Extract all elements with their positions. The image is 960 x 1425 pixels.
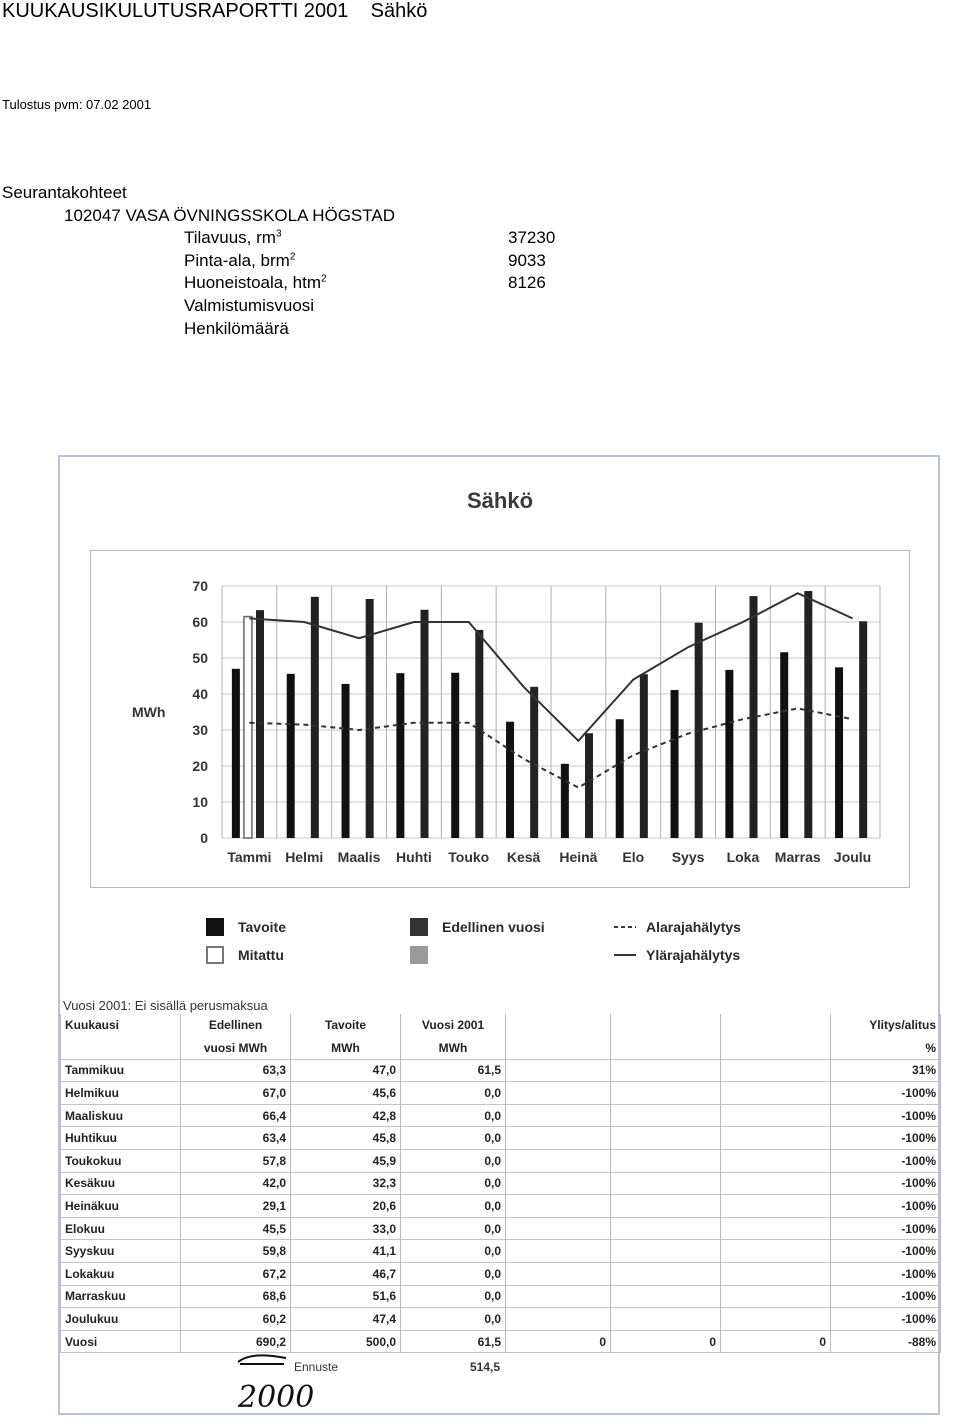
value-cell: 0: [506, 1330, 611, 1353]
value-cell: 42,8: [291, 1104, 401, 1127]
value-cell: [721, 1285, 831, 1308]
value-cell: 61,5: [401, 1330, 506, 1353]
value-cell: [611, 1308, 721, 1331]
table-row: [61, 1172, 941, 1195]
bar-previous-year: [475, 630, 483, 838]
table-header-cell: Kuukausi: [61, 1014, 181, 1037]
value-cell: [506, 1195, 611, 1218]
value-cell: 32,3: [291, 1172, 401, 1195]
value-cell: [506, 1240, 611, 1263]
legend-label-upper-alarm: Ylärajahälytys: [646, 947, 741, 963]
month-cell: Marraskuu: [61, 1285, 181, 1308]
site-name: 102047 VASA ÖVNINGSSKOLA HÖGSTAD: [64, 206, 396, 225]
y-tick-label: 70: [192, 578, 208, 594]
forecast-value: 514,5: [469, 1360, 500, 1374]
value-cell: [721, 1195, 831, 1218]
value-cell: [721, 1127, 831, 1150]
bar-target: [835, 667, 843, 838]
month-cell: Maaliskuu: [61, 1104, 181, 1127]
value-cell: 0,0: [401, 1240, 506, 1263]
value-cell: [721, 1172, 831, 1195]
value-cell: [721, 1104, 831, 1127]
value-cell: [611, 1285, 721, 1308]
x-tick-label: Touko: [448, 849, 490, 865]
x-tick-label: Joulu: [833, 849, 872, 865]
bar-target: [506, 722, 514, 838]
value-cell: [611, 1217, 721, 1240]
info-value-volume: 37230: [508, 228, 556, 247]
bar-target: [451, 673, 459, 838]
table-header-cell: [506, 1037, 611, 1060]
bar-target: [725, 670, 733, 838]
table-caption: Vuosi 2001: Ei sisällä perusmaksua: [63, 998, 268, 1013]
value-cell: 60,2: [181, 1308, 291, 1331]
value-cell: 0,0: [401, 1217, 506, 1240]
value-cell: 47,4: [291, 1308, 401, 1331]
value-cell: 0,0: [401, 1263, 506, 1286]
table-header-cell: [506, 1014, 611, 1037]
value-cell: 45,9: [291, 1150, 401, 1173]
value-cell: [506, 1082, 611, 1105]
table-header-cell: Tavoite: [291, 1014, 401, 1037]
value-cell: 47,0: [291, 1059, 401, 1082]
value-cell: 0,0: [401, 1285, 506, 1308]
legend-swatch-previous: [410, 918, 428, 936]
table-row: [61, 1285, 941, 1308]
table-header-row: [61, 1014, 941, 1037]
report-title: KUUKAUSIKULUTUSRAPORTTI 2001 Sähkö: [2, 0, 428, 22]
table-row: [61, 1082, 941, 1105]
legend-swatch-measured: [206, 946, 224, 964]
value-cell: 33,0: [291, 1217, 401, 1240]
value-cell: 0,0: [401, 1127, 506, 1150]
x-tick-label: Tammi: [227, 849, 272, 865]
table-header-cell: MWh: [291, 1037, 401, 1060]
month-cell: Elokuu: [61, 1217, 181, 1240]
forecast-label: Ennuste: [294, 1360, 339, 1374]
value-cell: [506, 1263, 611, 1286]
value-cell: -100%: [831, 1082, 941, 1105]
table-header-cell: [61, 1037, 181, 1060]
legend-solid-line-icon: [614, 946, 638, 964]
value-cell: -100%: [831, 1240, 941, 1263]
y-tick-label: 50: [192, 650, 208, 666]
value-cell: -100%: [831, 1263, 941, 1286]
value-cell: -100%: [831, 1195, 941, 1218]
table-row: [61, 1240, 941, 1263]
table-row: [61, 1217, 941, 1240]
value-cell: 61,5: [401, 1059, 506, 1082]
value-cell: -100%: [831, 1127, 941, 1150]
info-label-persons: Henkilömäärä: [184, 319, 289, 338]
x-tick-label: Syys: [671, 849, 705, 865]
table-header-row: [61, 1037, 941, 1060]
table-row: [61, 1104, 941, 1127]
consumption-table: [60, 1014, 941, 1353]
x-tick-label: Marras: [774, 849, 821, 865]
value-cell: [506, 1104, 611, 1127]
value-cell: [721, 1082, 831, 1105]
value-cell: [611, 1082, 721, 1105]
value-cell: 690,2: [181, 1330, 291, 1353]
value-cell: [721, 1263, 831, 1286]
y-tick-label: 0: [200, 830, 208, 846]
table-header-cell: [721, 1014, 831, 1037]
bar-previous-year: [859, 621, 867, 838]
bar-target: [561, 764, 569, 838]
value-cell: 66,4: [181, 1104, 291, 1127]
month-cell: Heinäkuu: [61, 1195, 181, 1218]
handwritten-underline: [236, 1352, 288, 1366]
value-cell: 20,6: [291, 1195, 401, 1218]
table-row: [61, 1308, 941, 1331]
table-header-cell: Vuosi 2001: [401, 1014, 506, 1037]
value-cell: 0: [721, 1330, 831, 1353]
value-cell: [506, 1172, 611, 1195]
table-header-cell: Edellinen: [181, 1014, 291, 1037]
value-cell: 45,6: [291, 1082, 401, 1105]
bar-previous-year: [640, 674, 648, 838]
value-cell: [506, 1217, 611, 1240]
table-header-cell: vuosi MWh: [181, 1037, 291, 1060]
value-cell: -100%: [831, 1150, 941, 1173]
info-label-year-built: Valmistumisvuosi: [184, 296, 315, 315]
x-tick-label: Elo: [622, 849, 645, 865]
print-date: Tulostus pvm: 07.02 2001: [2, 97, 152, 112]
x-tick-label: Helmi: [285, 849, 324, 865]
value-cell: [611, 1240, 721, 1263]
value-cell: [721, 1308, 831, 1331]
month-cell: Huhtikuu: [61, 1127, 181, 1150]
value-cell: [721, 1150, 831, 1173]
x-tick-label: Loka: [726, 849, 760, 865]
bar-target: [287, 674, 295, 838]
info-label-floor-area: Huoneistoala, htm$^2$: [184, 273, 327, 292]
value-cell: [506, 1308, 611, 1331]
value-cell: [721, 1217, 831, 1240]
info-value-floor-area: 8126: [508, 273, 546, 292]
value-cell: 0: [611, 1330, 721, 1353]
table-header-cell: %: [831, 1037, 941, 1060]
bar-previous-year: [420, 610, 428, 838]
bar-target: [780, 652, 788, 838]
table-row: [61, 1059, 941, 1082]
bar-target: [616, 719, 624, 838]
table-header-cell: MWh: [401, 1037, 506, 1060]
value-cell: [721, 1240, 831, 1263]
value-cell: 63,3: [181, 1059, 291, 1082]
bar-measured: [244, 617, 252, 838]
value-cell: 67,2: [181, 1263, 291, 1286]
value-cell: 42,0: [181, 1172, 291, 1195]
handwritten-note: 2000: [238, 1380, 315, 1415]
value-cell: [611, 1263, 721, 1286]
bar-previous-year: [311, 597, 319, 838]
value-cell: 29,1: [181, 1195, 291, 1218]
bar-target: [396, 673, 404, 838]
value-cell: [506, 1127, 611, 1150]
y-tick-label: 40: [192, 686, 208, 702]
value-cell: 0,0: [401, 1195, 506, 1218]
month-cell: Vuosi: [61, 1330, 181, 1353]
y-axis-label: MWh: [132, 704, 166, 720]
bar-target: [342, 684, 350, 838]
legend-swatch-grey: [410, 946, 428, 964]
value-cell: 41,1: [291, 1240, 401, 1263]
value-cell: 45,8: [291, 1127, 401, 1150]
bar-target: [232, 669, 240, 838]
info-label-area: Pinta-ala, brm$^2$: [184, 251, 296, 270]
value-cell: 59,8: [181, 1240, 291, 1263]
value-cell: -100%: [831, 1104, 941, 1127]
bar-previous-year: [804, 591, 812, 838]
value-cell: 0,0: [401, 1104, 506, 1127]
table-header-cell: [721, 1037, 831, 1060]
value-cell: 68,6: [181, 1285, 291, 1308]
value-cell: [611, 1127, 721, 1150]
table-row: [61, 1195, 941, 1218]
value-cell: -100%: [831, 1285, 941, 1308]
bar-previous-year: [530, 687, 538, 838]
legend-label-previous: Edellinen vuosi: [442, 919, 545, 935]
value-cell: [611, 1104, 721, 1127]
table-header-cell: [611, 1014, 721, 1037]
value-cell: [506, 1059, 611, 1082]
legend-dashed-line-icon: [614, 918, 638, 936]
value-cell: 46,7: [291, 1263, 401, 1286]
value-cell: [611, 1059, 721, 1082]
value-cell: 63,4: [181, 1127, 291, 1150]
info-value-area: 9033: [508, 251, 546, 270]
value-cell: 500,0: [291, 1330, 401, 1353]
value-cell: -100%: [831, 1217, 941, 1240]
bar-previous-year: [585, 733, 593, 838]
chart-title: Sähkö: [466, 488, 534, 513]
value-cell: 51,6: [291, 1285, 401, 1308]
info-label-volume: Tilavuus, $rm^3$: [184, 228, 282, 247]
bar-target: [671, 690, 679, 838]
value-cell: [611, 1172, 721, 1195]
y-tick-label: 10: [192, 794, 208, 810]
value-cell: 0,0: [401, 1150, 506, 1173]
value-cell: [611, 1195, 721, 1218]
value-cell: [506, 1150, 611, 1173]
table-header-cell: [611, 1037, 721, 1060]
month-cell: Syyskuu: [61, 1240, 181, 1263]
value-cell: -100%: [831, 1172, 941, 1195]
month-cell: Kesäkuu: [61, 1172, 181, 1195]
table-row: [61, 1127, 941, 1150]
value-cell: 0,0: [401, 1308, 506, 1331]
legend-label-measured: Mitattu: [238, 947, 284, 963]
table-header-cell: Ylitys/alitus: [831, 1014, 941, 1037]
value-cell: 45,5: [181, 1217, 291, 1240]
value-cell: 0,0: [401, 1172, 506, 1195]
month-cell: Helmikuu: [61, 1082, 181, 1105]
value-cell: [721, 1059, 831, 1082]
legend-label-target: Tavoite: [238, 919, 286, 935]
y-tick-label: 20: [192, 758, 208, 774]
legend-swatch-target: [206, 918, 224, 936]
month-cell: Tammikuu: [61, 1059, 181, 1082]
y-tick-label: 60: [192, 614, 208, 630]
value-cell: 67,0: [181, 1082, 291, 1105]
month-cell: Toukokuu: [61, 1150, 181, 1173]
x-tick-label: Heinä: [559, 849, 598, 865]
value-cell: 0,0: [401, 1082, 506, 1105]
value-cell: [611, 1150, 721, 1173]
x-tick-label: Huhti: [396, 849, 432, 865]
month-cell: Lokakuu: [61, 1263, 181, 1286]
value-cell: -100%: [831, 1308, 941, 1331]
value-cell: 57,8: [181, 1150, 291, 1173]
value-cell: [506, 1285, 611, 1308]
section-label: Seurantakohteet: [2, 183, 127, 202]
value-cell: 31%: [831, 1059, 941, 1082]
table-row: [61, 1150, 941, 1173]
table-row: [61, 1330, 941, 1353]
table-row: [61, 1263, 941, 1286]
month-cell: Joulukuu: [61, 1308, 181, 1331]
x-tick-label: Maalis: [337, 849, 381, 865]
x-tick-label: Kesä: [506, 849, 541, 865]
value-cell: -88%: [831, 1330, 941, 1353]
legend-label-lower-alarm: Alarajahälytys: [646, 919, 741, 935]
y-tick-label: 30: [192, 722, 208, 738]
